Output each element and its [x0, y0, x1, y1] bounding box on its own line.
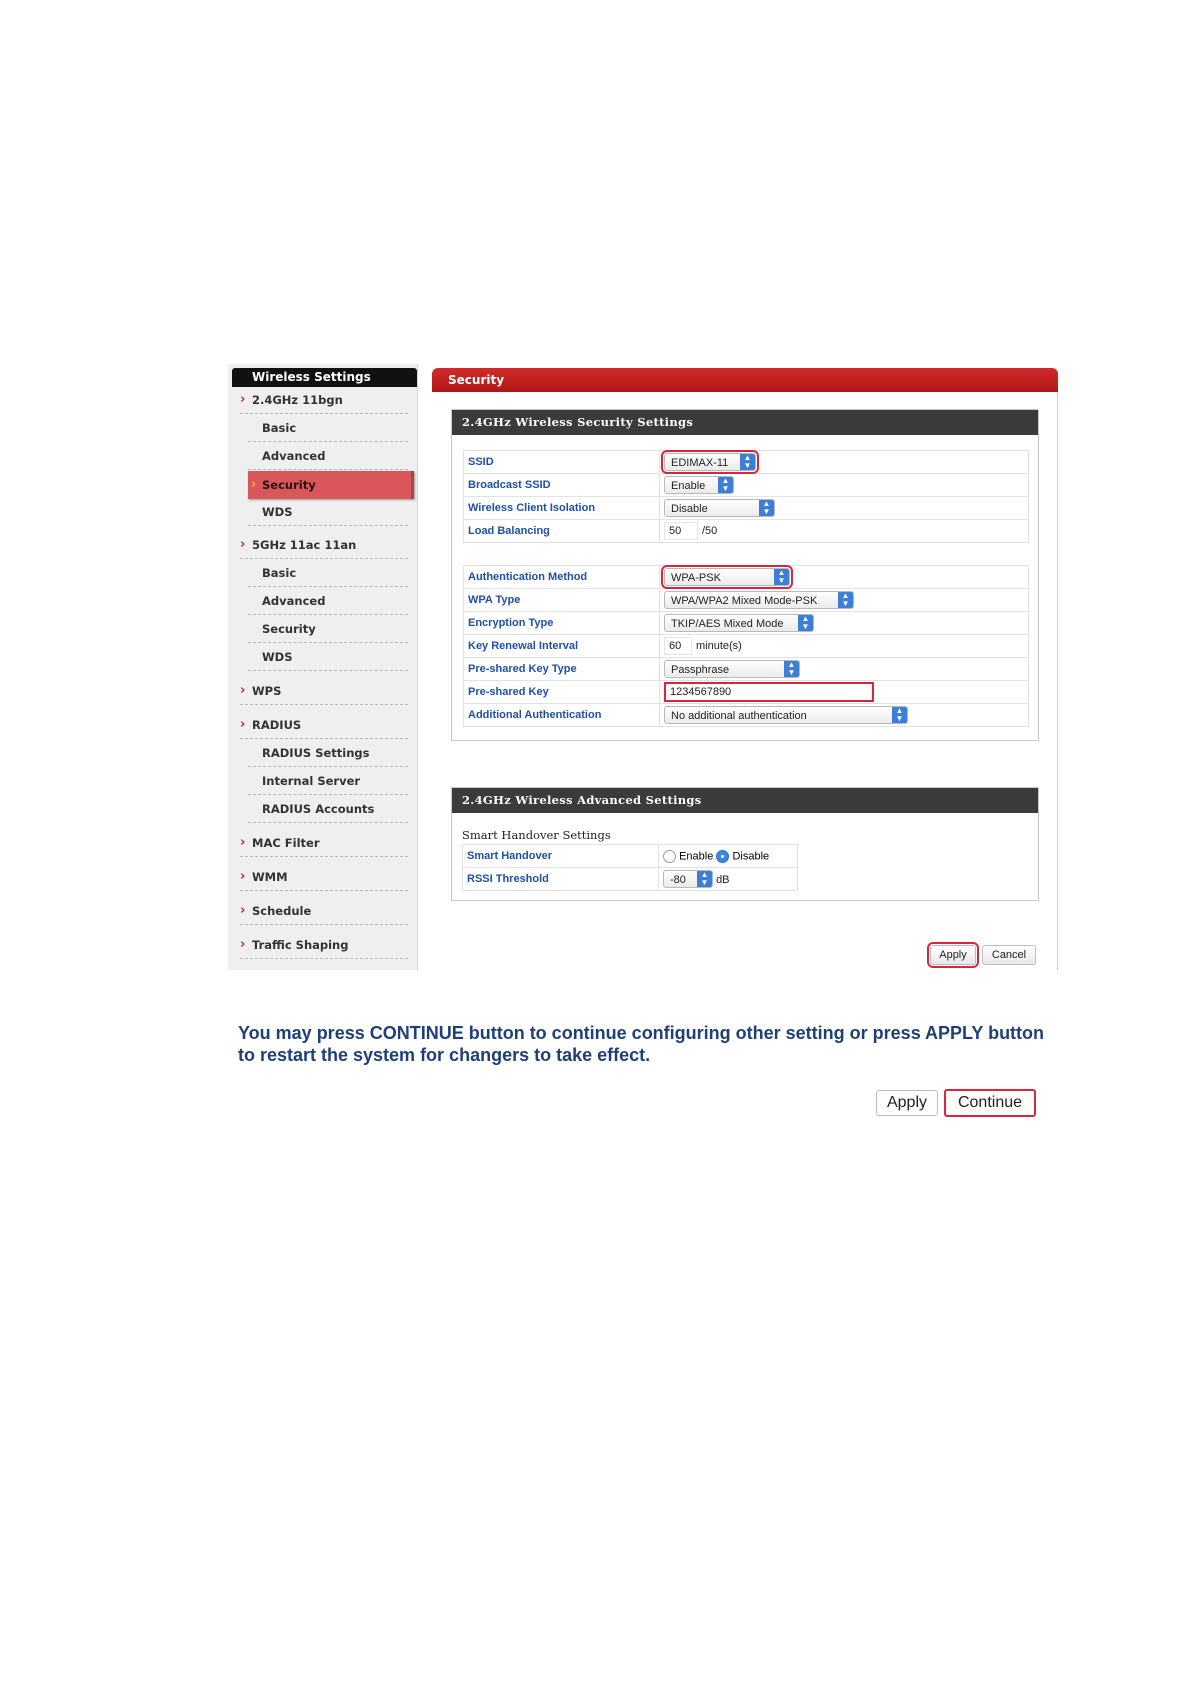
- chevron-right-icon: ›: [240, 537, 246, 552]
- sidebar-item-advanced-5g[interactable]: Advanced: [248, 587, 408, 615]
- footer-apply-button[interactable]: Apply: [876, 1090, 938, 1116]
- sidebar-item-basic[interactable]: Basic: [248, 414, 408, 442]
- smart-handover-disable-radio[interactable]: [716, 850, 729, 863]
- advanced-settings-section: [451, 787, 1039, 901]
- page-title: Security: [432, 368, 1058, 392]
- table-row: [463, 845, 798, 868]
- sidebar-item-security-active[interactable]: › Security: [248, 471, 414, 499]
- table-row: [464, 566, 1029, 589]
- chevron-right-icon: ›: [240, 903, 246, 918]
- security-settings-section: [451, 409, 1039, 741]
- sidebar-item-radius[interactable]: › RADIUS: [240, 711, 408, 739]
- key-renewal-input[interactable]: 60: [664, 637, 692, 655]
- load-balancing-input[interactable]: 50: [664, 522, 698, 540]
- psk-label: Pre-shared Key: [464, 681, 660, 704]
- sidebar-item-radius-accounts[interactable]: RADIUS Accounts: [248, 795, 408, 823]
- security-basic-table: [463, 450, 1029, 543]
- psk-type-select[interactable]: Passphrase ▲ ▼: [664, 660, 800, 678]
- rssi-threshold-label: RSSI Threshold: [463, 868, 659, 891]
- load-balancing-suffix: /50: [702, 525, 718, 537]
- table-row: [464, 589, 1029, 612]
- sidebar-item-2-4ghz[interactable]: › 2.4GHz 11bgn: [240, 386, 408, 414]
- sidebar-item-wps[interactable]: › WPS: [240, 677, 408, 705]
- sidebar-item-wmm[interactable]: › WMM: [240, 863, 408, 891]
- sidebar-item-wds-5g[interactable]: WDS: [248, 643, 408, 671]
- table-row: [464, 681, 1029, 704]
- chevron-right-icon: ›: [240, 683, 246, 698]
- ssid-label: SSID: [464, 451, 660, 474]
- key-renewal-label: Key Renewal Interval: [464, 635, 660, 658]
- up-down-arrow-icon: ▲ ▼: [798, 615, 813, 631]
- key-renewal-unit: minute(s): [696, 640, 742, 652]
- chevron-right-icon: ›: [240, 869, 246, 884]
- up-down-arrow-icon: ▲ ▼: [740, 454, 755, 470]
- up-down-arrow-icon: ▲ ▼: [718, 477, 733, 493]
- sidebar-item-internal-server[interactable]: Internal Server: [248, 767, 408, 795]
- rssi-unit: dB: [716, 874, 730, 887]
- up-down-arrow-icon: ▲ ▼: [784, 661, 799, 677]
- sidebar-header: Wireless Settings: [232, 368, 417, 387]
- load-balancing-label: Load Balancing: [464, 520, 660, 543]
- security-section-title: 2.4GHz Wireless Security Settings: [452, 410, 1038, 435]
- chevron-right-icon: ›: [240, 835, 246, 850]
- advanced-section-title: 2.4GHz Wireless Advanced Settings: [452, 788, 1038, 813]
- smart-handover-disable-label: Disable: [732, 849, 770, 862]
- smart-handover-subtitle: Smart Handover Settings: [462, 828, 611, 842]
- main-content: [432, 392, 1058, 970]
- smart-handover-table: [462, 844, 798, 891]
- chevron-right-icon: ›: [240, 717, 246, 732]
- chevron-right-icon: ›: [240, 937, 246, 952]
- table-row: [464, 704, 1029, 727]
- additional-auth-label: Additional Authentication: [464, 704, 660, 727]
- psk-type-label: Pre-shared Key Type: [464, 658, 660, 681]
- auth-method-select[interactable]: WPA-PSK ▲ ▼: [664, 568, 790, 586]
- client-isolation-label: Wireless Client Isolation: [464, 497, 660, 520]
- sidebar-item-5ghz[interactable]: › 5GHz 11ac 11an: [240, 531, 408, 559]
- smart-handover-label: Smart Handover: [463, 845, 659, 868]
- encryption-type-select[interactable]: TKIP/AES Mixed Mode ▲ ▼: [664, 614, 814, 632]
- chevron-right-icon: ›: [251, 477, 257, 492]
- instruction-text: You may press CONTINUE button to continue configuring other setting or press APPLY button to restart the system for changers to take effect.: [238, 1023, 1045, 1065]
- smart-handover-enable-label: Enable: [679, 849, 714, 862]
- security-auth-table: [463, 565, 1029, 727]
- wpa-type-label: WPA Type: [464, 589, 660, 612]
- client-isolation-select[interactable]: Disable ▲ ▼: [664, 499, 775, 517]
- sidebar-item-wds[interactable]: WDS: [248, 498, 408, 526]
- sidebar-item-advanced[interactable]: Advanced: [248, 442, 408, 470]
- broadcast-ssid-label: Broadcast SSID: [464, 474, 660, 497]
- sidebar: [228, 364, 418, 970]
- apply-button[interactable]: Apply: [930, 945, 976, 965]
- wpa-type-select[interactable]: WPA/WPA2 Mixed Mode-PSK ▲ ▼: [664, 591, 854, 609]
- sidebar-item-radius-settings[interactable]: RADIUS Settings: [248, 739, 408, 767]
- up-down-arrow-icon: ▲ ▼: [838, 592, 853, 608]
- encryption-type-label: Encryption Type: [464, 612, 660, 635]
- up-down-arrow-icon: ▲ ▼: [697, 871, 712, 887]
- table-row: [464, 658, 1029, 681]
- chevron-right-icon: ›: [240, 392, 246, 407]
- table-row: [464, 520, 1029, 543]
- sidebar-item-mac-filter[interactable]: › MAC Filter: [240, 829, 408, 857]
- rssi-threshold-select[interactable]: -80 ▲ ▼: [663, 870, 713, 888]
- additional-auth-select[interactable]: No additional authentication ▲ ▼: [664, 706, 908, 724]
- sidebar-item-basic-5g[interactable]: Basic: [248, 559, 408, 587]
- table-row: [463, 868, 798, 891]
- table-row: [464, 497, 1029, 520]
- smart-handover-enable-radio[interactable]: [663, 850, 676, 863]
- up-down-arrow-icon: ▲ ▼: [774, 569, 789, 585]
- broadcast-ssid-select[interactable]: Enable ▲ ▼: [664, 476, 734, 494]
- table-row: [464, 474, 1029, 497]
- table-row: [464, 451, 1029, 474]
- sidebar-item-security-5g[interactable]: Security: [248, 615, 408, 643]
- auth-method-label: Authentication Method: [464, 566, 660, 589]
- ssid-select[interactable]: EDIMAX-11 ▲ ▼: [664, 453, 756, 471]
- up-down-arrow-icon: ▲ ▼: [759, 500, 774, 516]
- sidebar-item-schedule[interactable]: › Schedule: [240, 897, 408, 925]
- continue-button[interactable]: Continue: [944, 1089, 1036, 1117]
- table-row: [464, 635, 1029, 658]
- sidebar-item-traffic-shaping[interactable]: › Traffic Shaping: [240, 931, 408, 959]
- cancel-button[interactable]: Cancel: [982, 945, 1036, 965]
- table-row: [464, 612, 1029, 635]
- up-down-arrow-icon: ▲ ▼: [892, 707, 907, 723]
- router-ui-screenshot: [228, 364, 1058, 970]
- psk-input[interactable]: 1234567890: [664, 682, 874, 702]
